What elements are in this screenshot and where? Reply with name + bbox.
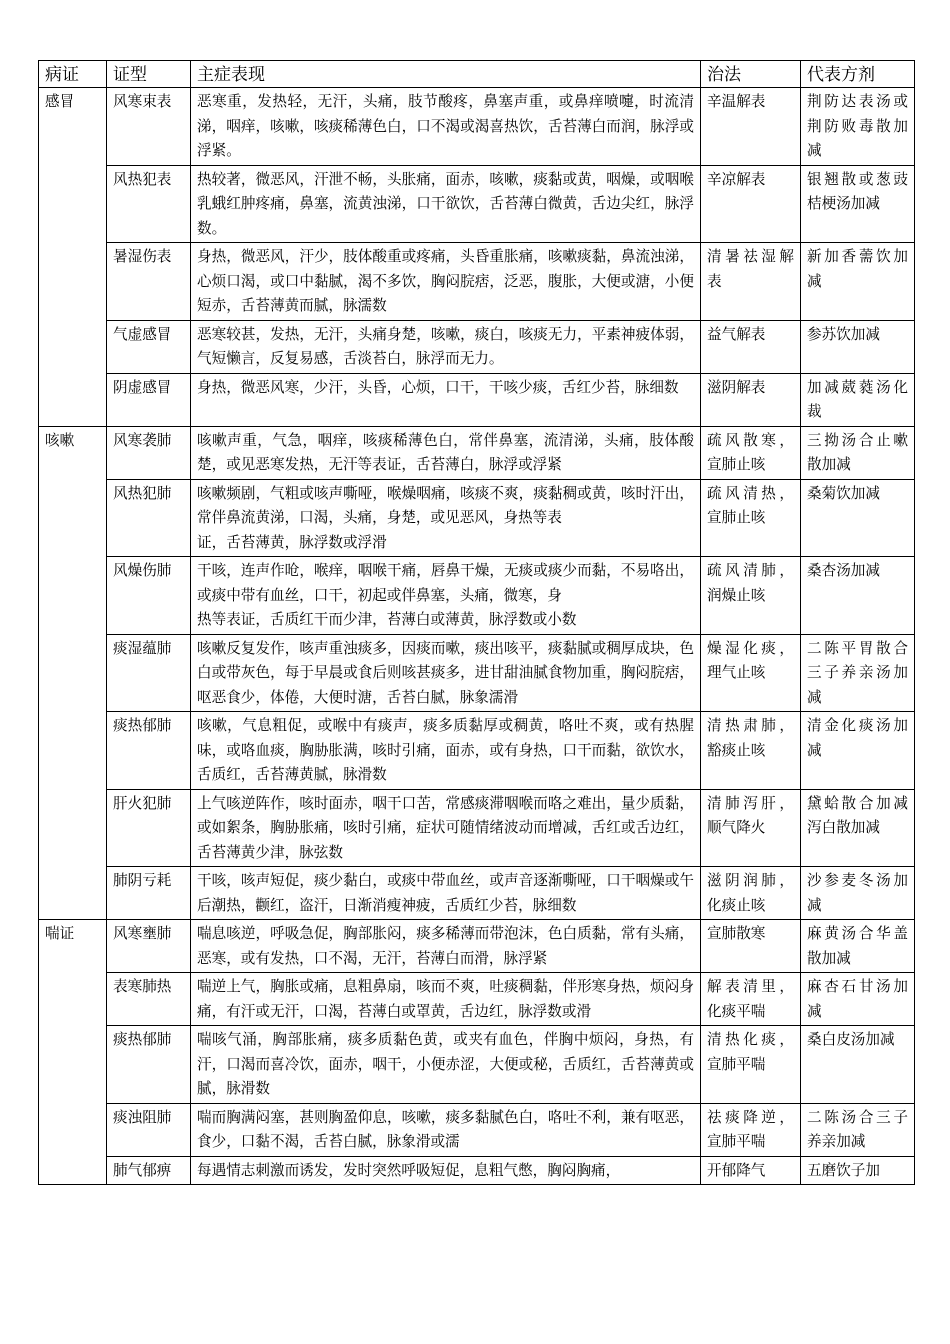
table-row	[39, 426, 915, 479]
symptoms-cell: 上气咳逆阵作，咳时面赤，咽干口苦，常感痰滞咽喉而咯之难出，量少质黏，或如絮条，胸胁胀痛，咳时引痛，症状可随情绪波动而增减，舌红或舌边红，舌苔薄黄少津，脉弦数	[191, 789, 701, 867]
table-row	[39, 867, 915, 920]
treatment-method-cell: 清肺泻肝，顺气降火	[701, 789, 801, 867]
table-row	[39, 920, 915, 973]
treatment-method-cell: 解表清里，化痰平喘	[701, 973, 801, 1026]
formula-cell: 桑杏汤加减	[801, 557, 915, 635]
syndrome-type-cell: 痰热郁肺	[107, 1026, 191, 1104]
header-formula: 代表方剂	[801, 61, 915, 88]
symptoms-cell: 喘逆上气，胸胀或痛，息粗鼻扇，咳而不爽，吐痰稠黏，伴形寒身热，烦闷身痛，有汗或无汗，口渴，苔薄白或罩黄，舌边红，脉浮数或滑	[191, 973, 701, 1026]
treatment-method-cell: 祛痰降逆，宣肺平喘	[701, 1103, 801, 1156]
table-row	[39, 373, 915, 426]
header-method: 治法	[701, 61, 801, 88]
formula-cell: 二陈汤合三子养亲加减	[801, 1103, 915, 1156]
table-row	[39, 712, 915, 790]
symptoms-cell: 每遇情志刺激而诱发，发时突然呼吸短促，息粗气憋，胸闷胸痛，	[191, 1156, 701, 1185]
syndrome-type-cell: 风寒袭肺	[107, 426, 191, 479]
table-row	[39, 1103, 915, 1156]
treatment-method-cell: 疏风清热，宣肺止咳	[701, 479, 801, 557]
syndrome-type-cell: 肝火犯肺	[107, 789, 191, 867]
symptoms-cell: 咳嗽反复发作，咳声重浊痰多，因痰而嗽，痰出咳平，痰黏腻或稠厚成块，色白或带灰色，每于早晨或食后则咳甚痰多，进甘甜油腻食物加重，胸闷脘痞，呕恶食少，体倦，大便时溏，舌苔白腻，脉象濡滑	[191, 634, 701, 712]
treatment-method-cell: 清暑祛湿解表	[701, 243, 801, 321]
header-symptoms: 主症表现	[191, 61, 701, 88]
symptoms-cell: 喘咳气涌，胸部胀痛，痰多质黏色黄，或夹有血色，伴胸中烦闷，身热，有汗，口渴而喜冷饮，面赤，咽干，小便赤涩，大便或秘，舌质红，舌苔薄黄或腻，脉滑数	[191, 1026, 701, 1104]
symptoms-cell: 咳嗽，气息粗促，或喉中有痰声，痰多质黏厚或稠黄，咯吐不爽，或有热腥味，或咯血痰，胸胁胀满，咳时引痛，面赤，或有身热，口干而黏，欲饮水，舌质红，舌苔薄黄腻，脉滑数	[191, 712, 701, 790]
formula-cell: 参苏饮加减	[801, 320, 915, 373]
syndrome-type-cell: 风热犯表	[107, 165, 191, 243]
syndrome-table	[38, 60, 915, 1185]
symptoms-cell: 咳嗽声重，气急，咽痒，咳痰稀薄色白，常伴鼻塞，流清涕，头痛，肢体酸楚，或见恶寒发热，无汗等表证，舌苔薄白，脉浮或浮紧	[191, 426, 701, 479]
formula-cell: 五磨饮子加	[801, 1156, 915, 1185]
syndrome-type-cell: 风热犯肺	[107, 479, 191, 557]
formula-cell: 清金化痰汤加减	[801, 712, 915, 790]
formula-cell: 桑菊饮加减	[801, 479, 915, 557]
formula-cell: 麻黄汤合华盖散加减	[801, 920, 915, 973]
formula-cell: 新加香薷饮加减	[801, 243, 915, 321]
treatment-method-cell: 开郁降气	[701, 1156, 801, 1185]
table-row	[39, 1026, 915, 1104]
syndrome-type-cell: 肺阴亏耗	[107, 867, 191, 920]
syndrome-type-cell: 暑湿伤表	[107, 243, 191, 321]
symptoms-cell: 身热，微恶风，汗少，肢体酸重或疼痛，头昏重胀痛，咳嗽痰黏，鼻流浊涕，心烦口渴，或口中黏腻，渴不多饮，胸闷脘痞，泛恶，腹胀，大便或溏，小便短赤，舌苔薄黄而腻，脉濡数	[191, 243, 701, 321]
symptoms-cell: 干咳，连声作呛，喉痒，咽喉干痛，唇鼻干燥，无痰或痰少而黏，不易咯出，或痰中带有血丝，口干，初起或伴鼻塞，头痛，微寒，身 热等表证，舌质红干而少津，苔薄白或薄黄，脉浮数或小数	[191, 557, 701, 635]
table-row	[39, 1156, 915, 1185]
table-row	[39, 557, 915, 635]
disease-cell: 咳嗽	[39, 426, 107, 920]
formula-cell: 二陈平胃散合三子养亲汤加减	[801, 634, 915, 712]
table-row	[39, 973, 915, 1026]
syndrome-type-cell: 风寒壅肺	[107, 920, 191, 973]
syndrome-type-cell: 阴虚感冒	[107, 373, 191, 426]
symptoms-cell: 咳嗽频剧，气粗或咳声嘶哑，喉燥咽痛，咳痰不爽，痰黏稠或黄，咳时汗出，常伴鼻流黄涕，口渴，头痛，身楚，或见恶风，身热等表 证，舌苔薄黄，脉浮数或浮滑	[191, 479, 701, 557]
formula-cell: 加减葳蕤汤化裁	[801, 373, 915, 426]
treatment-method-cell: 燥湿化痰，理气止咳	[701, 634, 801, 712]
syndrome-type-cell: 肺气郁痹	[107, 1156, 191, 1185]
header-row	[39, 61, 915, 88]
table-row	[39, 634, 915, 712]
table-row	[39, 789, 915, 867]
table-row	[39, 320, 915, 373]
formula-cell: 三拗汤合止嗽散加减	[801, 426, 915, 479]
table-row	[39, 88, 915, 166]
syndrome-type-cell: 风燥伤肺	[107, 557, 191, 635]
treatment-method-cell: 疏风清肺，润燥止咳	[701, 557, 801, 635]
treatment-method-cell: 宣肺散寒	[701, 920, 801, 973]
treatment-method-cell: 辛凉解表	[701, 165, 801, 243]
treatment-method-cell: 滋阴润肺，化痰止咳	[701, 867, 801, 920]
formula-cell: 银翘散或葱豉桔梗汤加减	[801, 165, 915, 243]
treatment-method-cell: 清热化痰，宣肺平喘	[701, 1026, 801, 1104]
symptoms-cell: 恶寒较甚，发热，无汗，头痛身楚，咳嗽，痰白，咳痰无力，平素神疲体弱，气短懒言，反复易感，舌淡苔白，脉浮而无力。	[191, 320, 701, 373]
formula-cell: 桑白皮汤加减	[801, 1026, 915, 1104]
table-body	[39, 88, 915, 1185]
header-disease: 病证	[39, 61, 107, 88]
header-type: 证型	[107, 61, 191, 88]
treatment-method-cell: 益气解表	[701, 320, 801, 373]
treatment-method-cell: 滋阴解表	[701, 373, 801, 426]
treatment-method-cell: 清热肃肺，豁痰止咳	[701, 712, 801, 790]
syndrome-type-cell: 气虚感冒	[107, 320, 191, 373]
symptoms-cell: 喘息咳逆，呼吸急促，胸部胀闷，痰多稀薄而带泡沫，色白质黏，常有头痛，恶寒，或有发热，口不渴，无汗，苔薄白而滑，脉浮紧	[191, 920, 701, 973]
table-row	[39, 165, 915, 243]
disease-cell: 喘证	[39, 920, 107, 1185]
symptoms-cell: 热较著，微恶风，汗泄不畅，头胀痛，面赤，咳嗽，痰黏或黄，咽燥，或咽喉乳蛾红肿疼痛，鼻塞，流黄浊涕，口干欲饮，舌苔薄白微黄，舌边尖红，脉浮数。	[191, 165, 701, 243]
table-row	[39, 479, 915, 557]
formula-cell: 黛蛤散合加减泻白散加减	[801, 789, 915, 867]
symptoms-cell: 干咳，咳声短促，痰少黏白，或痰中带血丝，或声音逐渐嘶哑，口干咽燥或午后潮热，颧红，盗汗，日渐消瘦神疲，舌质红少苔，脉细数	[191, 867, 701, 920]
disease-cell: 感冒	[39, 88, 107, 427]
syndrome-type-cell: 痰湿蕴肺	[107, 634, 191, 712]
symptoms-cell: 喘而胸满闷塞，甚则胸盈仰息，咳嗽，痰多黏腻色白，咯吐不利，兼有呕恶，食少，口黏不渴，舌苔白腻，脉象滑或濡	[191, 1103, 701, 1156]
syndrome-type-cell: 风寒束表	[107, 88, 191, 166]
table-row	[39, 243, 915, 321]
symptoms-cell: 身热，微恶风寒，少汗，头昏，心烦，口干，干咳少痰，舌红少苔，脉细数	[191, 373, 701, 426]
symptoms-cell: 恶寒重，发热轻，无汗，头痛，肢节酸疼，鼻塞声重，或鼻痒喷嚏，时流清涕，咽痒，咳嗽，咳痰稀薄色白，口不渴或渴喜热饮，舌苔薄白而润，脉浮或浮紧。	[191, 88, 701, 166]
treatment-method-cell: 疏风散寒，宣肺止咳	[701, 426, 801, 479]
syndrome-type-cell: 痰热郁肺	[107, 712, 191, 790]
treatment-method-cell: 辛温解表	[701, 88, 801, 166]
formula-cell: 麻杏石甘汤加减	[801, 973, 915, 1026]
syndrome-type-cell: 痰浊阻肺	[107, 1103, 191, 1156]
formula-cell: 沙参麦冬汤加减	[801, 867, 915, 920]
formula-cell: 荆防达表汤或荆防败毒散加减	[801, 88, 915, 166]
syndrome-type-cell: 表寒肺热	[107, 973, 191, 1026]
